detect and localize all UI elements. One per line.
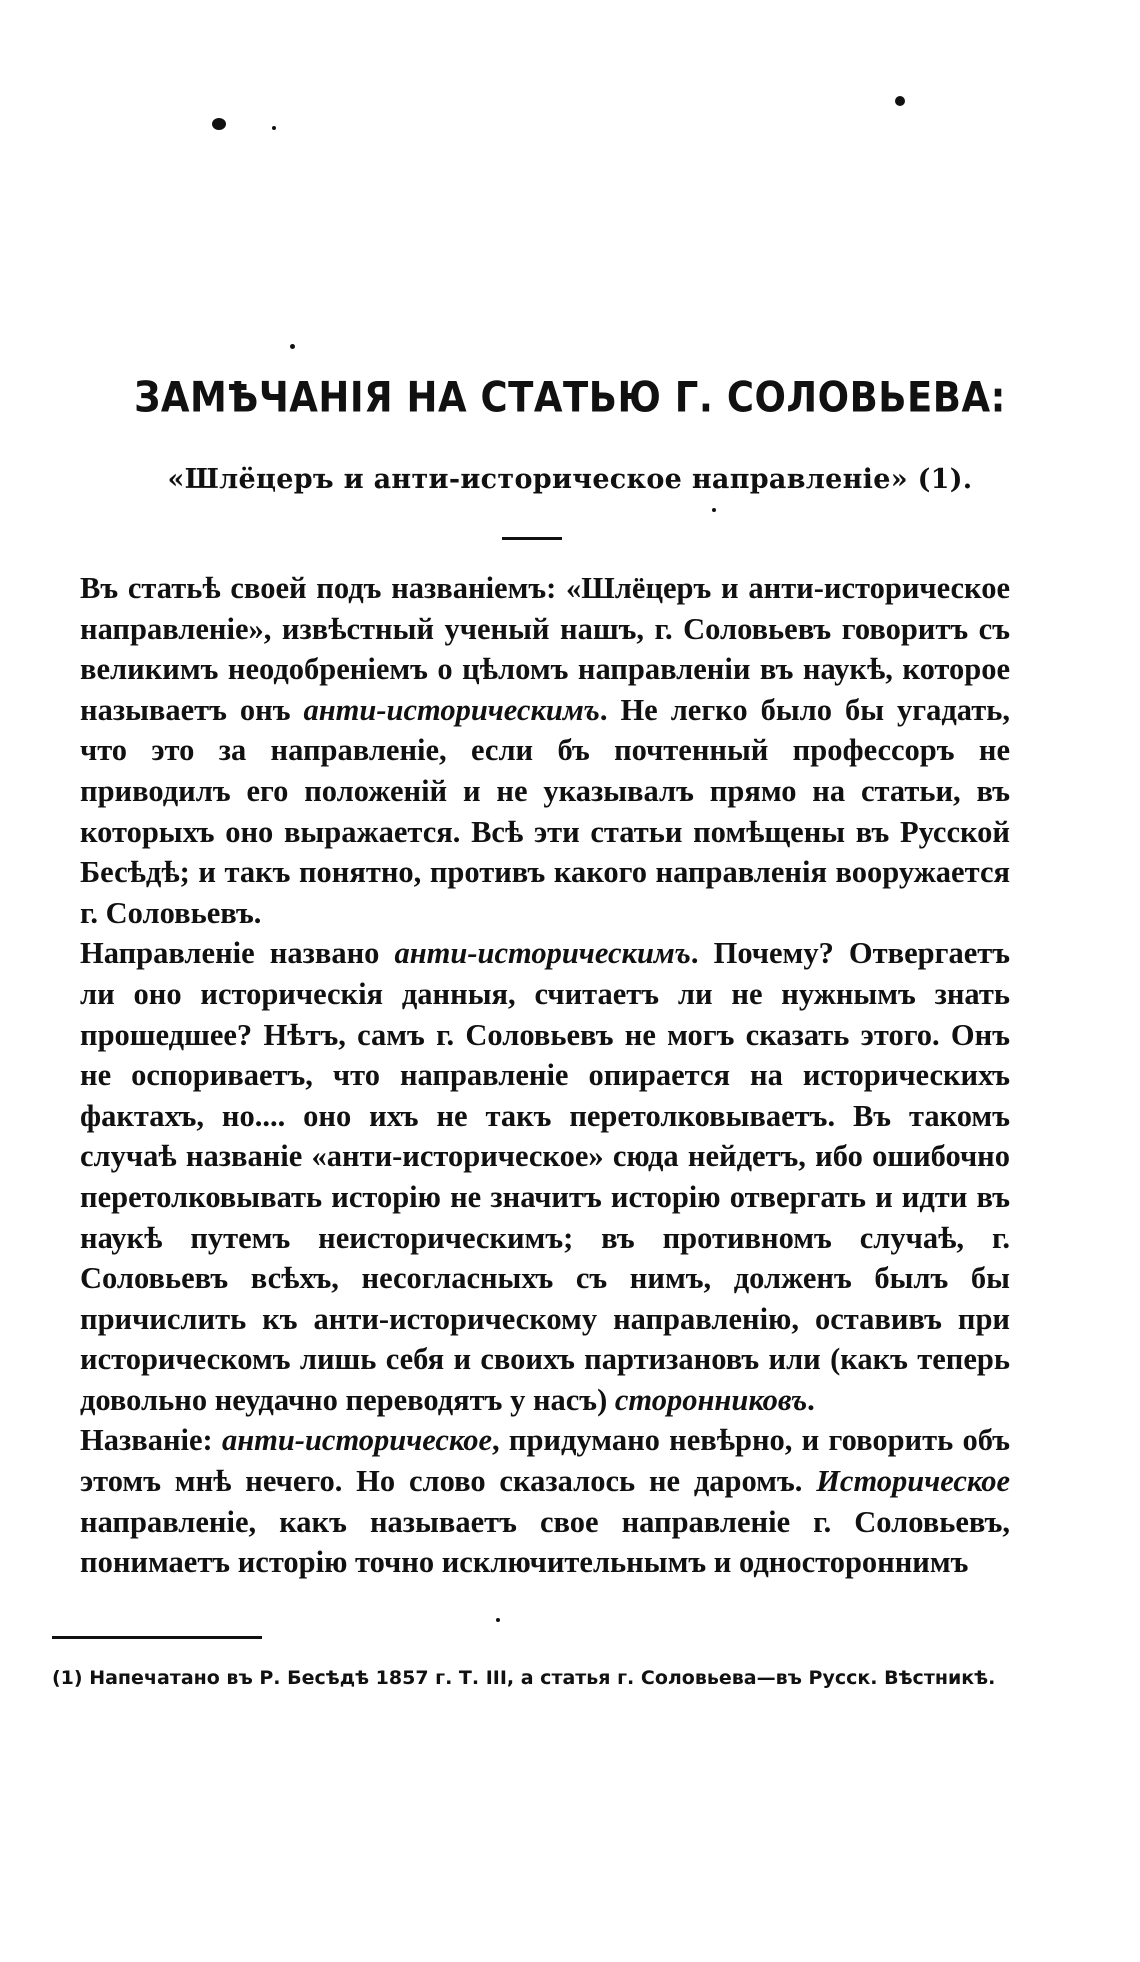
- footnote-divider: [52, 1636, 262, 1639]
- title-divider: [502, 537, 562, 540]
- emphasis: сторонниковъ: [614, 1382, 808, 1417]
- emphasis: анти-историческимъ: [394, 936, 691, 971]
- page-subtitle: «Шлёцеръ и анти-историческое направленіе» (1).: [167, 464, 973, 495]
- ink-speck: [212, 118, 226, 130]
- ink-speck: [290, 344, 295, 349]
- emphasis: Историческое: [816, 1464, 1010, 1499]
- ink-speck: [272, 126, 276, 130]
- ink-speck: [712, 508, 716, 512]
- emphasis: анти-историческимъ: [303, 692, 600, 727]
- ink-speck: [895, 96, 905, 106]
- emphasis: анти-историческое: [221, 1423, 493, 1458]
- paragraph-3: Названіе: анти-историческое, придумано невѣрно, и говорить объ этомъ мнѣ нечего. Но слово сказалось не даромъ. Историческое направленіе, какъ называетъ свое направленіе г. Соловьевъ, понимаетъ исторію точно исключительнымъ и одностороннимъ: [80, 1423, 1010, 1580]
- paragraph-1: Въ статьѣ своей подъ названіемъ: «Шлёцеръ и анти-историческое направленіе», извѣстный ученый нашъ, г. Соловьевъ говоритъ съ великимъ неодобреніемъ о цѣломъ направленіи въ наукѣ, которое называетъ онъ анти-историческимъ. Не легко было бы угадать, что это за направленіе, если бъ почтенный профессоръ не приводилъ его положеній и не указывалъ прямо на статьи, въ которыхъ оно выражается. Всѣ эти статьи помѣщены въ Русской Бесѣдѣ; и такъ понятно, противъ какого направленія вооружается г. Соловьевъ.: [80, 571, 1010, 930]
- paragraph-2: Направленіе названо анти-историческимъ. Почему? Отвергаетъ ли оно историческія данныя, считаетъ ли не нужнымъ знать прошедшее? Нѣтъ, самъ г. Соловьевъ не могъ сказать этого. Онъ не оспориваетъ, что направленіе опирается на историческихъ фактахъ, но.... оно ихъ не такъ перетолковываетъ. Въ такомъ случаѣ названіе «анти-историческое» сюда нейдетъ, ибо ошибочно перетолковывать исторію не значитъ исторію отвергать и идти въ наукѣ путемъ неисторическимъ; въ противномъ случаѣ, г. Соловьевъ всѣхъ, несогласныхъ съ нимъ, долженъ былъ бы причислить къ анти-историческому направленію, оставивъ при историческомъ лишь себя и своихъ партизановъ или (какъ теперь довольно неудачно переводятъ у насъ) сторонниковъ.: [80, 936, 1010, 1417]
- page-title: ЗАМѢЧАНІЯ НА СТАТЬЮ Г. СОЛОВЬЕВА:: [134, 373, 1006, 422]
- article-body: [80, 568, 1010, 1583]
- ink-speck: [496, 1618, 500, 1622]
- footnote: (1) Напечатано въ Р. Бесѣдѣ 1857 г. Т. III, а статья г. Соловьева—въ Русск. Вѣстникѣ.: [52, 1667, 996, 1689]
